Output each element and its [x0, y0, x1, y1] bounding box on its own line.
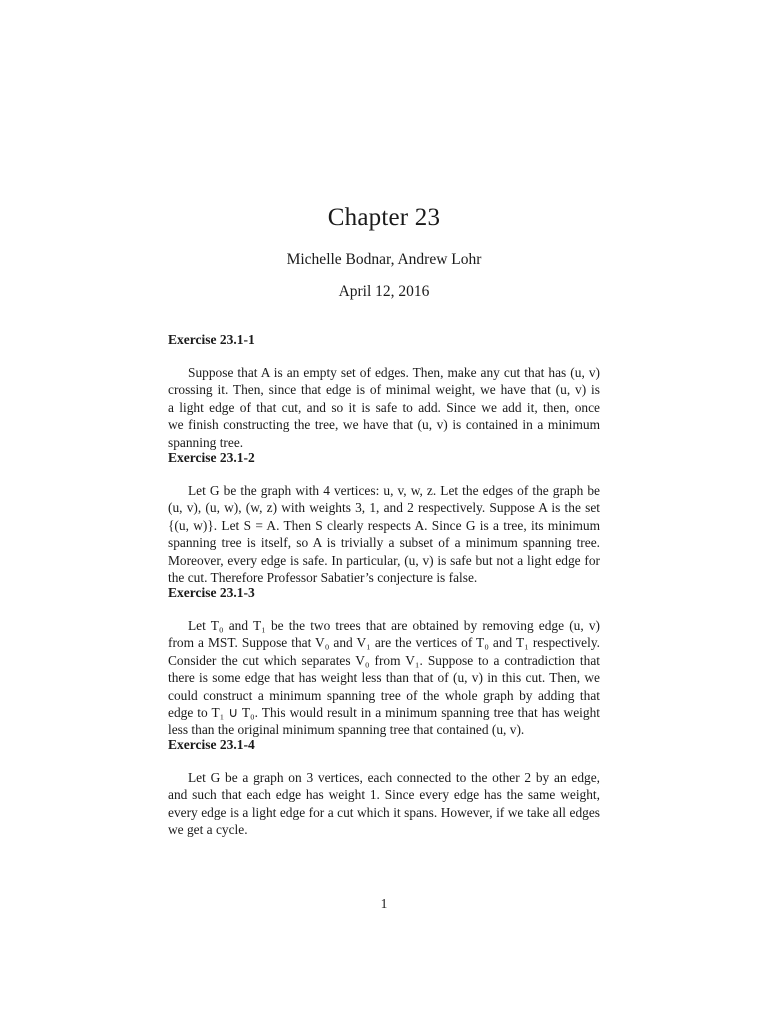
exercise-line: spanning tree.	[168, 434, 244, 450]
exercise-heading: Exercise 23.1-3	[168, 585, 255, 600]
chapter-title: Chapter 23	[327, 204, 441, 231]
exercise-line: a light edge of that cut, and so it is safe to add. Since we add it, then, once	[168, 399, 600, 415]
exercise-line: could construct a minimum spanning tree of the whole graph by adding that	[168, 687, 600, 703]
exercise-heading: Exercise 23.1-2	[168, 450, 255, 465]
exercise-line: crossing it. Then, since that edge is of minimal weight, we have that (u, v) is	[168, 382, 600, 398]
exercise-section	[168, 583, 600, 738]
page-number: 1	[380, 896, 388, 911]
exercise-heading: Exercise 23.1-4	[168, 737, 255, 752]
exercise-line: Let T₀ and T₁ be the two trees that are obtained by removing edge (u, v)	[188, 618, 600, 633]
exercise-body	[168, 482, 600, 586]
exercise-body	[168, 364, 600, 451]
date: April 12, 2016	[338, 283, 430, 300]
exercise-line: less than the original minimum spanning tree that contained (u, v).	[168, 722, 525, 738]
exercise-line: Let G be the graph with 4 vertices: u, v, w, z. Let the edges of the graph be	[188, 483, 600, 498]
exercise-line: we get a cycle.	[168, 822, 248, 838]
exercise-line: every edge is a light edge for a cut which it spans. However, if we take all edges	[168, 804, 600, 820]
exercise-line: Let G be a graph on 3 vertices, each connected to the other 2 by an edge,	[188, 770, 600, 785]
exercise-line: Consider the cut which separates V₀ from V₁. Suppose to a contradiction that	[168, 652, 600, 668]
exercise-line: Moreover, every edge is safe. In particular, (u, v) is safe but not a light edge for	[168, 552, 600, 568]
exercise-line: spanning tree is itself, so A is trivially a subset of a minimum spanning tree.	[168, 535, 600, 551]
exercise-line: there is some edge that has weight less than that of (u, v) in this cut. Then, we	[168, 670, 600, 686]
exercise-line: Suppose that A is an empty set of edges. Then, make any cut that has (u, v)	[188, 365, 600, 380]
exercise-line: {(u, w)}. Let S = A. Then S clearly respects A. Since G is a tree, its minimum	[168, 517, 600, 533]
exercise-section	[168, 330, 600, 448]
exercise-line: the cut. Therefore Professor Sabatier’s conjecture is false.	[168, 570, 478, 586]
exercise-section	[168, 735, 600, 839]
exercises-content	[168, 330, 600, 839]
exercise-heading: Exercise 23.1-1	[168, 332, 255, 347]
exercise-line: and such that each edge has weight 1. Since every edge has the same weight,	[168, 787, 600, 803]
exercise-body	[168, 617, 600, 739]
exercise-line: we finish constructing the tree, we have that (u, v) is contained in a minimum	[168, 417, 600, 433]
exercise-section	[168, 448, 600, 586]
authors: Michelle Bodnar, Andrew Lohr	[286, 251, 482, 268]
exercise-line: edge to T₁ ∪ T₀. This would result in a minimum spanning tree that has weight	[168, 705, 600, 721]
exercise-line: (u, v), (u, w), (w, z) with weights 3, 1, and 2 respectively. Suppose A is the set	[168, 500, 600, 516]
exercise-body	[168, 769, 600, 839]
exercise-line: from a MST. Suppose that V₀ and V₁ are the vertices of T₀ and T₁ respectively.	[168, 635, 600, 651]
